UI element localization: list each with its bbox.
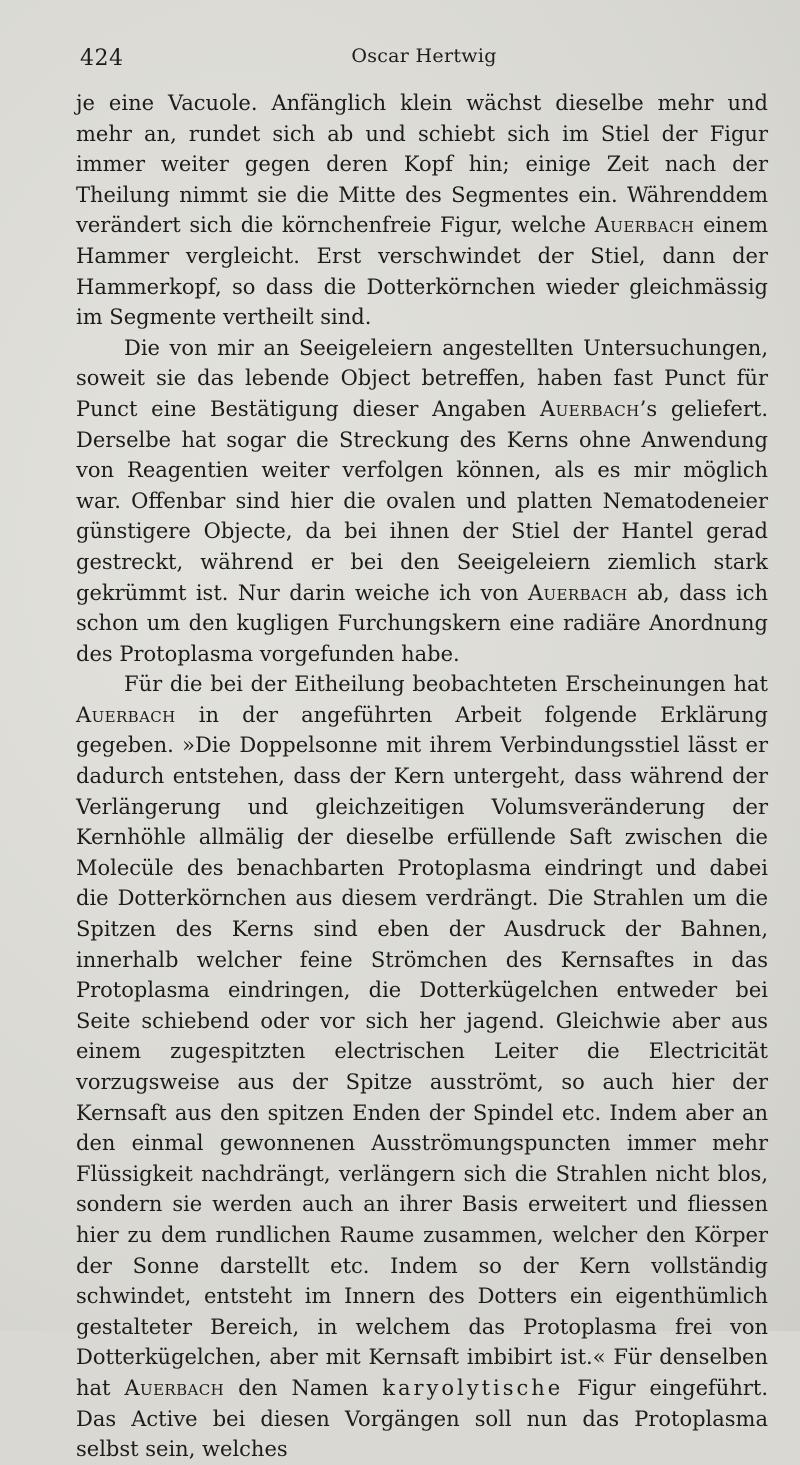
text-run: einem Hammer vergleicht. Erst verschwindet der Stiel, dann der Hammerkopf, so dass die Dotterkörnchen wieder gleichmässig im Segmente vertheilt sind. [76,213,768,330]
body-text [76,88,768,1465]
text-run: ab, dass ich schon um den kugligen Furchungskern eine radiäre Anordnung des Protoplasma vorgefunden habe. [76,580,768,666]
emphasized-term: karyolytische [382,1375,564,1400]
paragraph-3 [76,669,768,1464]
author-name: Auerbach [540,396,640,421]
text-run: Die von mir an Seeigeleiern angestellten Untersuchungen, soweit sie das lebende Object betreffen, haben fast Punct für Punct eine Bestätigung dieser Angaben [76,335,768,421]
author-name: Auerbach [76,702,176,727]
text-run: je eine Vacuole. Anfänglich klein wächst dieselbe mehr und mehr an, rundet sich ab und schiebt sich im Stiel der Figur immer weiter gegen deren Kopf hin; einige Zeit nach der Theilung nimmt sie die Mitte des Segmentes ein. Währenddem verändert sich die körnchenfreie Figur, welche [76,91,768,238]
page-header [80,40,768,74]
text-run: Figur eingeführt. Das Active bei diesen Vorgängen soll nun das Protoplasma selbst sein, welches [76,1375,768,1462]
author-name: Auerbach [594,213,695,238]
paragraph-1 [76,88,768,333]
author-name: Auerbach [124,1375,225,1400]
author-name: Auerbach [527,580,628,605]
text-run: den Namen [224,1375,383,1400]
paragraph-2 [76,333,768,670]
text-run: Für die bei der Eitheilung beobachteten Erscheinungen hat [124,672,768,697]
text-run: in der angeführten Arbeit folgende Erklärung gegeben. »Die Doppelsonne mit ihrem Verbindungsstiel lässt er dadurch entstehen, dass der Kern untergeht, dass während der Verlängerung und gleichzeitigen Volumsveränderung der Kernhöhle allmälig der dieselbe erfüllende Saft zwischen die Molecüle des benachbarten Protoplasma eindringt und dabei die Dotterkörnchen aus diesem verdrängt. Die Strahlen um die Spitzen des Kerns sind eben der Ausdruck der Bahnen, innerhalb welcher feine Strömchen des Kernsaftes in das Protoplasma eindringen, die Dotterkügelchen entweder bei Seite schiebend oder vor sich her jagend. Gleichwie aber aus einem zugespitzten electrischen Leiter die Electricität vorzugsweise aus der Spitze ausströmt, so auch hier der Kernsaft aus den spitzen Enden der Spindel etc. Indem aber an den einmal gewonnenen Ausströmungspuncten immer mehr Flüssigkeit nachdrängt, verlängern sich die Strahlen nicht blos, sondern sie werden auch an ihrer Basis erweitert und fliessen hier zu dem rundlichen Raume zusammen, welcher den Körper der Sonne darstellt etc. Indem so der Kern vollständig schwindet, entsteht im Innern des Dotters ein eigenthümlich gestalteter Bereich, in welchem das Protoplasma frei von Dotterkügelchen, aber mit Kernsaft imbibirt ist.« Für denselben hat [76,702,768,1400]
running-head: Oscar Hertwig [351,45,497,67]
page-number: 424 [80,46,124,71]
text-run: ’s geliefert. Derselbe hat sogar die Streckung des Kerns ohne Anwendung von Reagentien weiter verfolgen können, als es mir möglich war. Offenbar sind hier die ovalen und platten Nematodeneier günstigere Objecte, da bei ihnen der Stiel der Hantel gerad gestreckt, während er bei den Seeigeleiern ziemlich stark gekrümmt ist. Nur darin weiche ich von [76,396,768,605]
